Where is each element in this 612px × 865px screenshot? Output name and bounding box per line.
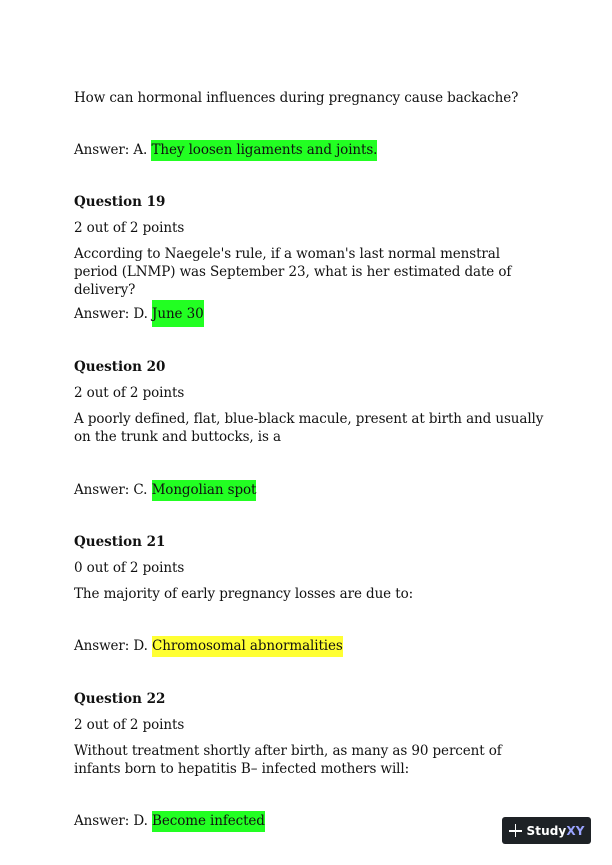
answer-highlight-correct: Mongolian spot — [152, 480, 257, 501]
question-title: Question 22 — [74, 691, 166, 707]
answer-line — [74, 481, 256, 499]
logo-text — [527, 824, 585, 838]
answer-line — [74, 141, 377, 159]
answer-prefix: Answer: A. — [74, 142, 148, 158]
question-text: A poorly defined, flat, blue-black macule, present at birth and usually on the trunk and buttocks, is a — [74, 411, 544, 445]
question-score: 2 out of 2 points — [74, 220, 185, 236]
answer-highlight-incorrect: Chromosomal abnormalities — [152, 636, 343, 657]
question-title: Question 19 — [74, 194, 166, 210]
question-score: 0 out of 2 points — [74, 560, 185, 576]
answer-highlight-correct: They loosen ligaments and joints. — [151, 140, 377, 161]
studyxy-logo[interactable] — [502, 817, 591, 844]
question-text: According to Naegele's rule, if a woman's last normal menstral period (LNMP) was September 23, what is her estimated date of delivery? — [74, 246, 512, 298]
question-title: Question 21 — [74, 534, 166, 550]
question-text: Without treatment shortly after birth, as many as 90 percent of infants born to hepatitis B– infected mothers will: — [74, 743, 502, 777]
answer-line — [74, 305, 204, 323]
answer-prefix: Answer: D. — [74, 306, 148, 322]
question-text: How can hormonal influences during pregnancy cause backache? — [74, 90, 519, 106]
answer-line — [74, 812, 265, 830]
answer-highlight-correct: June 30 — [152, 300, 204, 327]
question-title: Question 20 — [74, 359, 166, 375]
answer-prefix: Answer: C. — [74, 482, 148, 498]
answer-line — [74, 637, 343, 655]
question-score: 2 out of 2 points — [74, 385, 185, 401]
logo-brand-main: Study — [526, 823, 567, 838]
plus-icon — [509, 824, 522, 837]
answer-prefix: Answer: D. — [74, 638, 148, 654]
answer-highlight-correct: Become infected — [152, 811, 265, 832]
answer-prefix: Answer: D. — [74, 813, 148, 829]
question-score: 2 out of 2 points — [74, 717, 185, 733]
logo-brand-accent: XY — [566, 823, 585, 838]
question-text: The majority of early pregnancy losses are due to: — [74, 586, 414, 602]
